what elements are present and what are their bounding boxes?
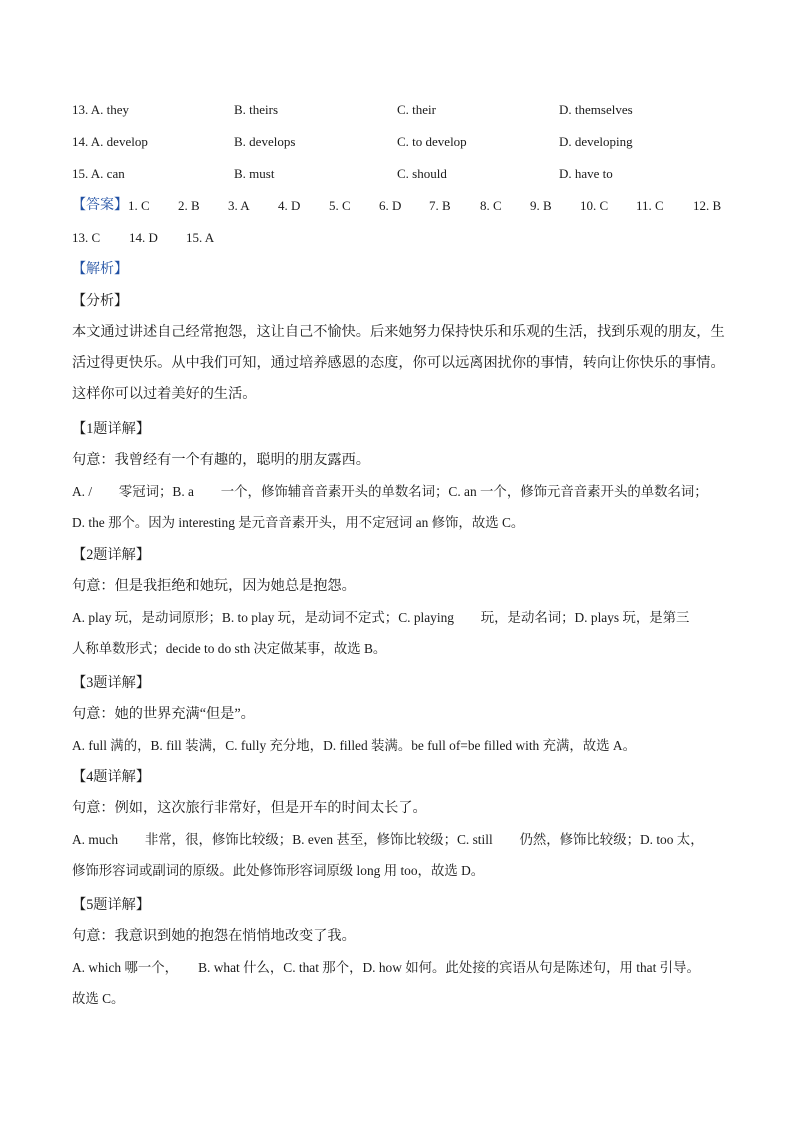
summary-line: 活过得更快乐。从中我们可知，通过培养感恩的态度，你可以远离困扰你的事情，转向让你快乐的事情。 — [72, 355, 725, 371]
detail-4 — [72, 762, 732, 886]
detail-1 — [72, 414, 732, 538]
option-c: C. their — [397, 102, 436, 117]
answer-label: 【答案】 — [72, 198, 128, 213]
analysis-label: 【解析】 — [72, 262, 128, 277]
detail-5 — [72, 890, 732, 1014]
detail-title: 【2题详解】 — [72, 547, 151, 563]
answer-item: 8. C — [480, 198, 502, 213]
option-a: 15. A. can — [72, 166, 125, 181]
answer-key-row-2 — [72, 228, 372, 248]
detail-sentence: 句意：她的世界充满“但是”。 — [72, 706, 255, 722]
option-d: D. developing — [559, 134, 633, 149]
answer-key-row-1 — [72, 196, 732, 216]
detail-line: A. which 哪一个， B. what 什么，C. that 那个，D. how 如何。此处接的宾语从句是陈述句，用 that 引导。 — [72, 960, 700, 975]
detail-sentence: 句意：例如，这次旅行非常好，但是开车的时间太长了。 — [72, 800, 427, 816]
option-d: D. themselves — [559, 102, 633, 117]
answer-item: 2. B — [178, 198, 200, 213]
detail-2 — [72, 540, 732, 664]
detail-line: D. the 那个。因为 interesting 是元音音素开头，用不定冠词 an 修饰，故选 C。 — [72, 515, 525, 530]
answer-item: 9. B — [530, 198, 552, 213]
answer-item: 5. C — [329, 198, 351, 213]
summary-line: 本文通过讲述自己经常抱怨，这让自己不愉快。后来她努力保持快乐和乐观的生活，找到乐观的朋友，生 — [72, 324, 725, 340]
answer-item: 12. B — [693, 198, 722, 213]
answer-item: 7. B — [429, 198, 451, 213]
detail-line: A. play 玩，是动词原形；B. to play 玩，是动词不定式；C. playing 玩，是动名词；D. plays 玩，是第三 — [72, 610, 690, 625]
answer-item: 6. D — [379, 198, 402, 213]
option-b: B. theirs — [234, 102, 279, 117]
detail-line: A. much 非常，很，修饰比较级；B. even 甚至，修饰比较级；C. still 仍然，修饰比较级；D. too 太， — [72, 832, 704, 847]
answer-item: 4. D — [278, 198, 301, 213]
detail-line: 人称单数形式；decide to do sth 决定做某事，故选 B。 — [72, 641, 387, 656]
detail-title: 【3题详解】 — [72, 675, 151, 691]
option-d: D. have to — [559, 166, 613, 181]
detail-sentence: 句意：我曾经有一个有趣的，聪明的朋友露西。 — [72, 452, 370, 468]
detail-line: A. / 零冠词；B. a 一个，修饰辅音音素开头的单数名词；C. an 一个，修饰元音音素开头的单数名词； — [72, 484, 708, 499]
detail-title: 【5题详解】 — [72, 897, 151, 913]
option-c: C. should — [397, 166, 447, 181]
detail-title: 【1题详解】 — [72, 421, 151, 437]
answer-item: 1. C — [128, 198, 150, 213]
option-a: 14. A. develop — [72, 134, 148, 149]
summary-line: 这样你可以过着美好的生活。 — [72, 386, 257, 402]
detail-line: 修饰形容词或副词的原级。此处修饰形容词原级 long 用 too，故选 D。 — [72, 863, 485, 878]
option-b: B. develops — [234, 134, 296, 149]
answer-item: 10. C — [580, 198, 609, 213]
detail-sentence: 句意：但是我拒绝和她玩，因为她总是抱怨。 — [72, 578, 356, 594]
answer-item: 14. D — [129, 230, 158, 245]
option-c: C. to develop — [397, 134, 467, 149]
detail-line: 故选 C。 — [72, 991, 125, 1006]
summary-paragraph — [72, 317, 732, 410]
fenxi-label: 【分析】 — [72, 294, 128, 309]
detail-title: 【4题详解】 — [72, 769, 151, 785]
option-a: 13. A. they — [72, 102, 130, 117]
detail-sentence: 句意：我意识到她的抱怨在悄悄地改变了我。 — [72, 928, 356, 944]
answer-item: 15. A — [186, 230, 215, 245]
answer-item: 13. C — [72, 230, 101, 245]
answer-item: 11. C — [636, 198, 664, 213]
detail-3 — [72, 668, 732, 761]
detail-line: A. full 满的，B. fill 装满，C. fully 充分地，D. filled 装满。be full of=be filled with 充满，故选 A。 — [72, 738, 636, 753]
option-b: B. must — [234, 166, 275, 181]
answer-item: 3. A — [228, 198, 250, 213]
